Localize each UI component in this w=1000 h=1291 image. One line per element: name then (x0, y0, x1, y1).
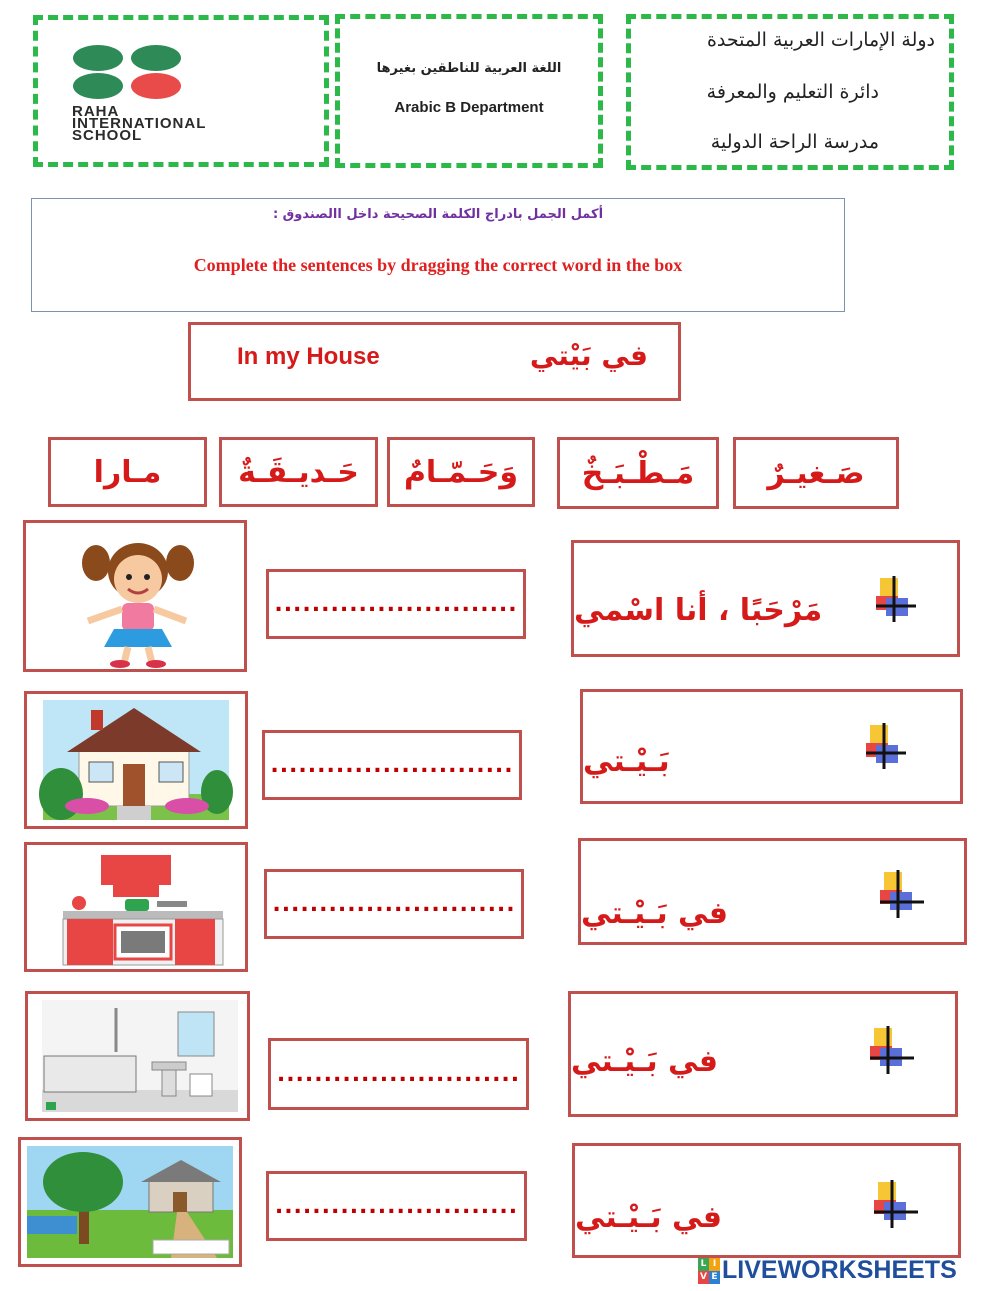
word-card-garden[interactable]: حَـديـقَـةٌ (219, 437, 378, 507)
authority-panel (626, 14, 954, 170)
sentence-text-4: في بَـيْـتي (571, 1043, 719, 1079)
badge-letter: E (709, 1271, 720, 1284)
title-arabic: في بَيْتي (529, 339, 648, 372)
house-illustration-icon (27, 694, 245, 826)
word-card-bathroom[interactable]: وَحَـمّـامٌ (387, 437, 535, 507)
school-arabic-name: مدرسة الراحة الدولية (710, 131, 879, 153)
badge-letter: I (709, 1258, 720, 1271)
instructions-box (31, 198, 845, 312)
department-panel (335, 14, 603, 168)
title-english: In my House (237, 343, 380, 370)
country-name: دولة الإمارات العربية المتحدة (706, 29, 935, 51)
crosshair-icon (876, 870, 924, 920)
liveworksheets-brand[interactable]: LIVEWORKSHEETS (722, 1256, 957, 1284)
answer-box-1[interactable]: .......................... (266, 569, 526, 639)
liveworksheets-badge (698, 1258, 720, 1284)
word-card-kitchen[interactable]: مَـطْـبَـخٌ (557, 437, 719, 509)
answer-box-4[interactable]: .......................... (268, 1038, 529, 1110)
title-box (188, 322, 681, 401)
word-card-small[interactable]: صَـغيـرٌ (733, 437, 899, 509)
sentence-text-1: مَرْحَبًا ، أنا اسْمي (574, 593, 823, 628)
crosshair-icon (866, 1026, 914, 1074)
picture-garden (18, 1137, 242, 1267)
answer-box-2[interactable]: .......................... (262, 730, 522, 800)
department-english: Arabic B Department (394, 99, 544, 116)
sentence-text-3: في بَـيْـتي (581, 896, 729, 931)
crosshair-icon (862, 723, 906, 769)
school-logo-text: RAHA INTERNATIONAL SCHOOL (72, 103, 207, 144)
crosshair-icon (872, 576, 916, 622)
girl-illustration-icon (26, 523, 244, 669)
authority-name: دائرة التعليم والمعرفة (706, 81, 879, 103)
instructions-arabic: أكمل الجمل بادراج الكلمة الصحيحة داخل االصندوق : (272, 207, 604, 222)
picture-bathroom (25, 991, 250, 1121)
kitchen-illustration-icon (27, 845, 245, 969)
sentence-text-5: في بَـيْـتي (575, 1200, 723, 1235)
department-arabic: اللغة العربية للناطقين بغيرها (376, 61, 562, 76)
sentence-text-2: بَـيْـتي (583, 744, 670, 779)
garden-illustration-icon (21, 1140, 239, 1264)
bathroom-illustration-icon (28, 994, 247, 1118)
picture-kitchen (24, 842, 248, 972)
badge-letter: V (698, 1271, 709, 1284)
instructions-english: Complete the sentences by dragging the correct word in the box (193, 255, 683, 275)
answer-box-5[interactable]: .......................... (266, 1171, 527, 1241)
school-logo-icon (71, 42, 191, 102)
picture-girl (23, 520, 247, 672)
answer-box-3[interactable]: .......................... (264, 869, 524, 939)
logo-panel (33, 15, 329, 167)
badge-letter: L (698, 1258, 709, 1271)
crosshair-icon (870, 1180, 918, 1228)
word-card-mara[interactable]: مـارا (48, 437, 207, 507)
picture-house (24, 691, 248, 829)
